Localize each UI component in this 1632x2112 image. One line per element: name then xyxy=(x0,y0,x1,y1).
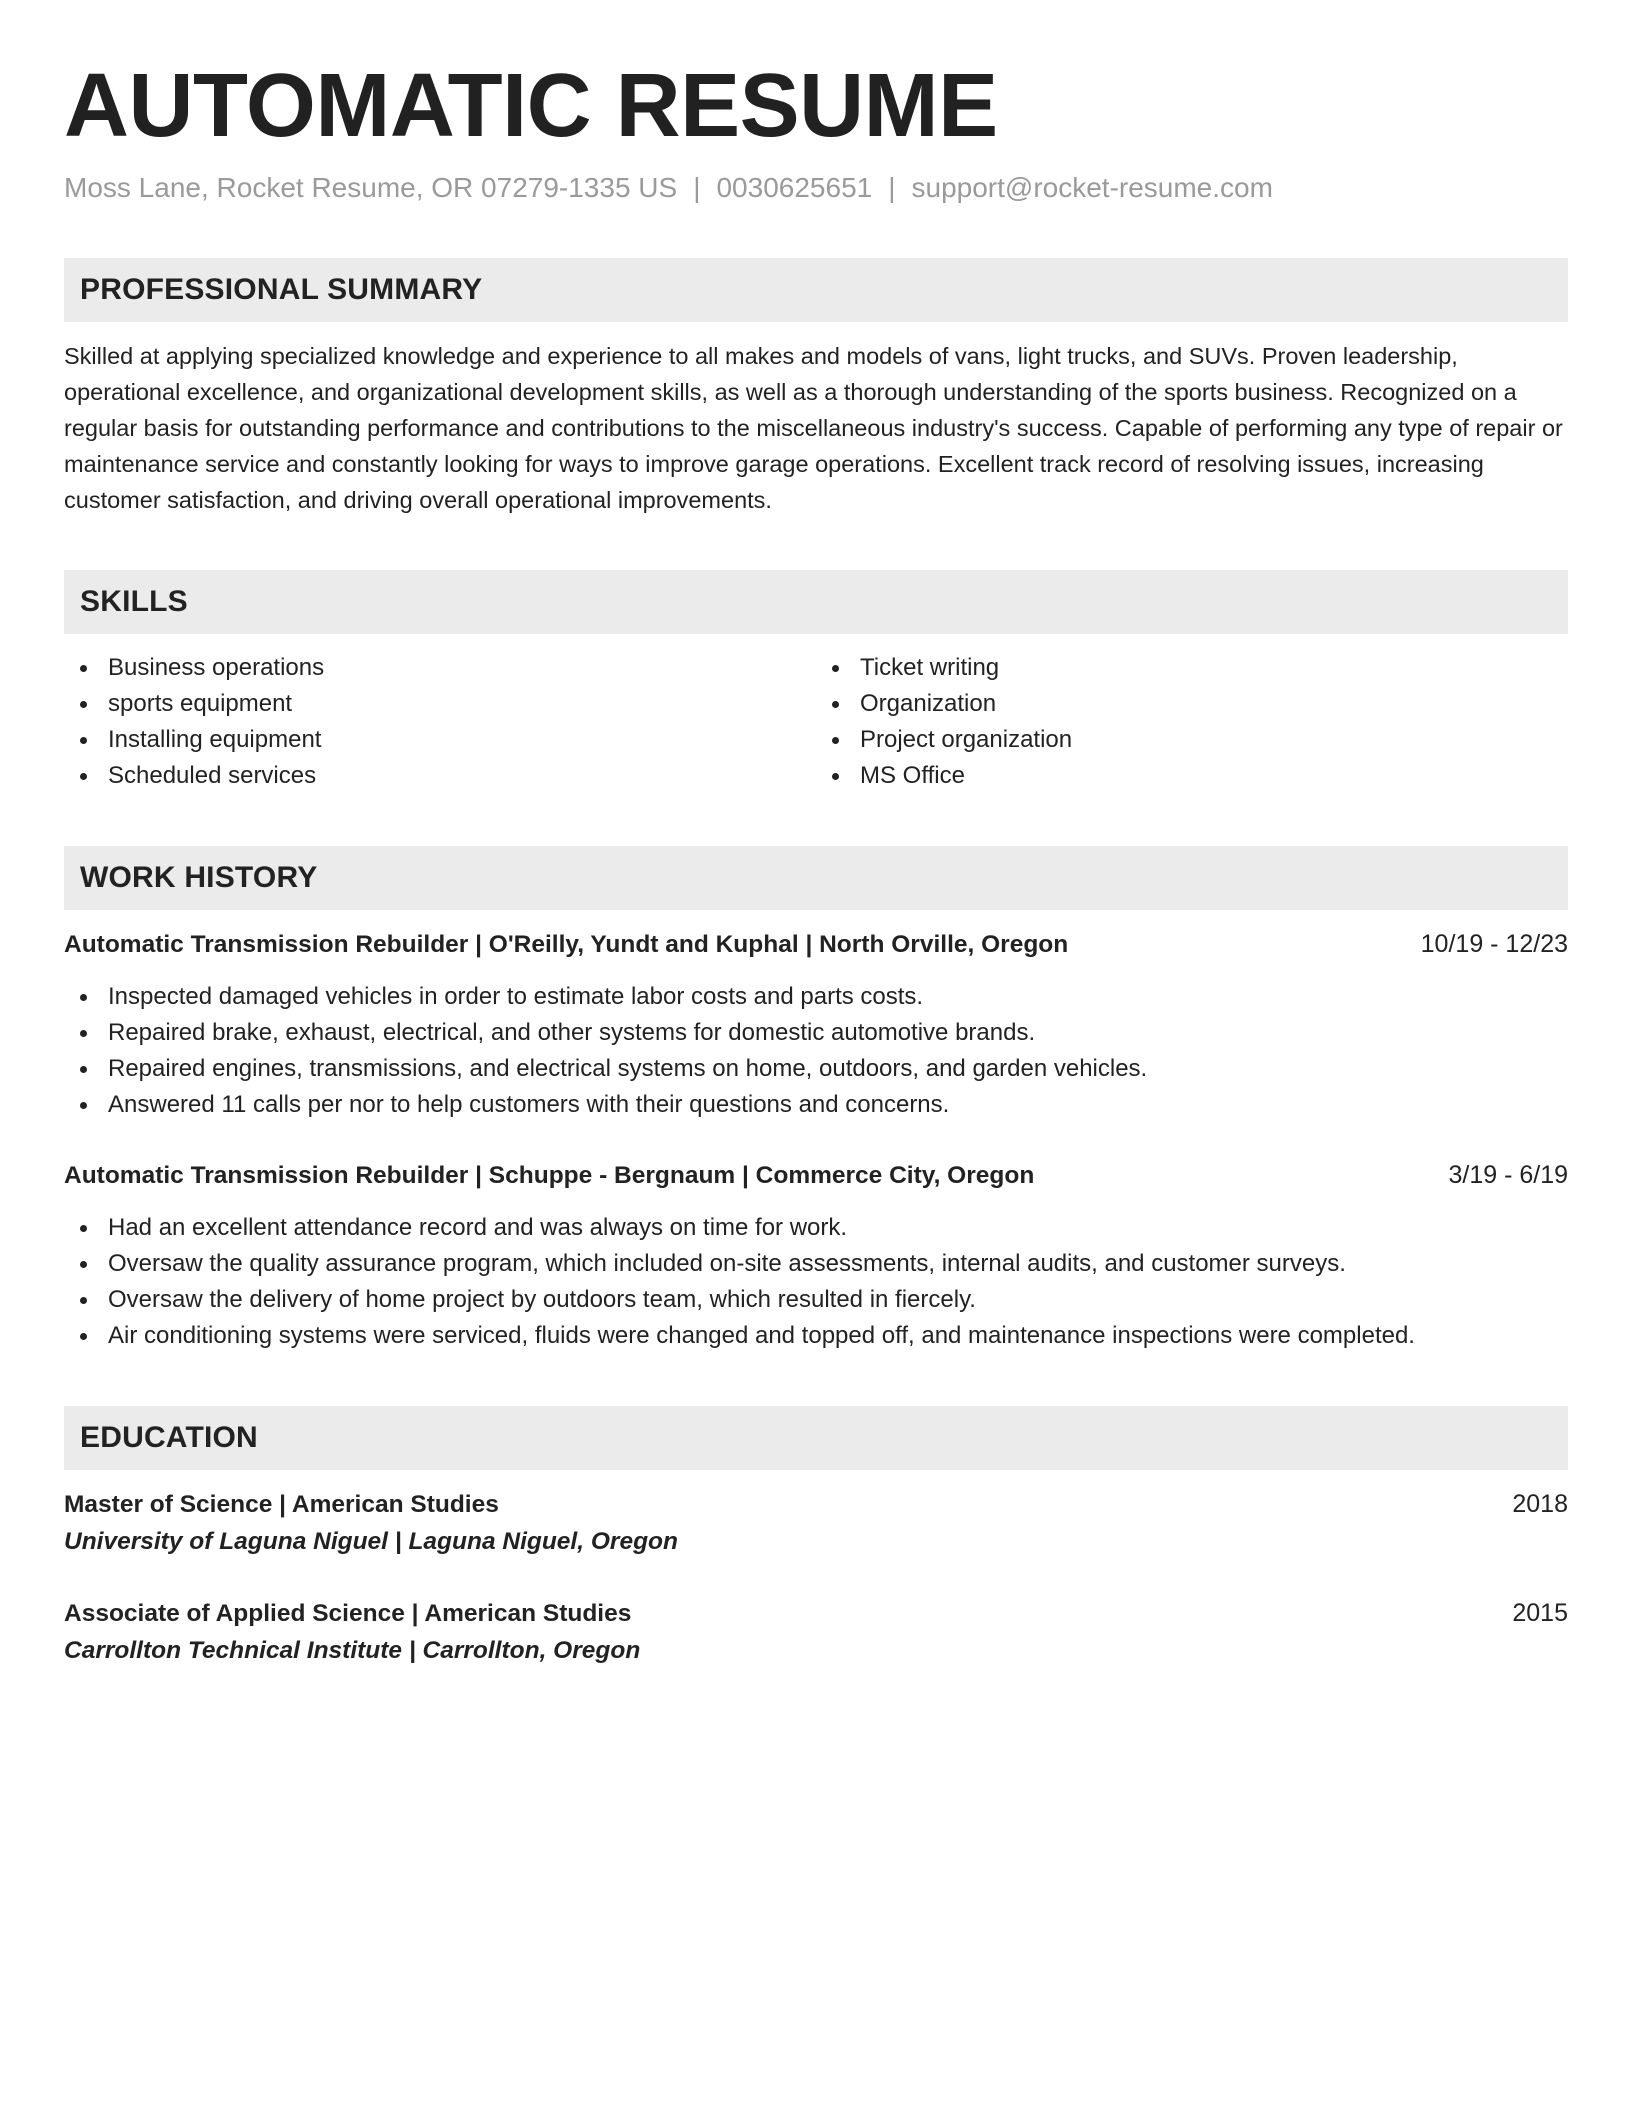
job-entry xyxy=(64,926,1568,1123)
job-title: Automatic Transmission Rebuilder | O'Reilly, Yundt and Kuphal | North Orville, Oregon xyxy=(64,931,1069,958)
education-school: Carrollton Technical Institute | Carrollton, Oregon xyxy=(64,1637,641,1664)
job-bullets xyxy=(64,979,1568,1123)
work-heading: WORK HISTORY xyxy=(80,861,318,894)
contact-phone: 0030625651 xyxy=(716,172,873,203)
job-entry xyxy=(64,1157,1568,1354)
education-heading: EDUCATION xyxy=(80,1421,258,1454)
job-bullet: Had an excellent attendance record and was always on time for work. xyxy=(64,1210,1568,1246)
education-degree: Master of Science | American Studies xyxy=(64,1491,499,1518)
job-header xyxy=(64,926,1568,963)
contact-separator: | xyxy=(693,172,701,203)
job-bullet: Air conditioning systems were serviced, fluids were changed and topped off, and maintenance inspections were completed. xyxy=(64,1318,1568,1354)
resume-name: AUTOMATIC RESUME xyxy=(64,56,998,156)
education-entry xyxy=(64,1486,1568,1561)
skill-item: Scheduled services xyxy=(64,758,816,794)
job-bullet: Oversaw the quality assurance program, which included on-site assessments, internal audits, and customer surveys. xyxy=(64,1246,1568,1282)
education-year: 2018 xyxy=(1512,1490,1568,1518)
contact-line xyxy=(64,170,1568,206)
job-dates: 3/19 - 6/19 xyxy=(1448,1161,1568,1189)
skill-item: Ticket writing xyxy=(816,650,1568,686)
summary-text: Skilled at applying specialized knowledge and experience to all makes and models of vans, light trucks, and SUVs. Proven leadership, operational excellence, and organizational development skills, as well as a thorough understanding of the sports business. Recognized on a regular basis for outstanding performance and contributions to the miscellaneous industry's success. Capable of performing any type of repair or maintenance service and constantly looking for ways to improve garage operations. Excellent track record of resolving issues, increasing customer satisfaction, and driving overall operational improvements. xyxy=(64,343,1563,513)
job-bullet: Repaired brake, exhaust, electrical, and other systems for domestic automotive brands. xyxy=(64,1015,1568,1051)
contact-email[interactable]: support@rocket-resume.com xyxy=(911,172,1273,203)
job-bullet: Answered 11 calls per nor to help customers with their questions and concerns. xyxy=(64,1087,1568,1123)
skill-item: Installing equipment xyxy=(64,722,816,758)
job-title: Automatic Transmission Rebuilder | Schuppe - Bergnaum | Commerce City, Oregon xyxy=(64,1162,1035,1189)
job-bullet: Oversaw the delivery of home project by outdoors team, which resulted in fiercely. xyxy=(64,1282,1568,1318)
job-bullet: Inspected damaged vehicles in order to estimate labor costs and parts costs. xyxy=(64,979,1568,1015)
job-dates: 10/19 - 12/23 xyxy=(1420,930,1568,958)
skill-item: MS Office xyxy=(816,758,1568,794)
job-header xyxy=(64,1157,1568,1194)
contact-address: Moss Lane, Rocket Resume, OR 07279-1335 US xyxy=(64,172,678,203)
education-degree: Associate of Applied Science | American Studies xyxy=(64,1600,632,1627)
skills-column-left xyxy=(64,650,816,794)
skill-item: sports equipment xyxy=(64,686,816,722)
summary-section-header xyxy=(64,258,1568,322)
education-section-header xyxy=(64,1406,1568,1470)
education-school: University of Laguna Niguel | Laguna Niguel, Oregon xyxy=(64,1528,678,1555)
education-year: 2015 xyxy=(1512,1599,1568,1627)
summary-heading: PROFESSIONAL SUMMARY xyxy=(80,273,483,306)
skills-heading: SKILLS xyxy=(80,585,188,618)
job-bullets xyxy=(64,1210,1568,1354)
education-header xyxy=(64,1595,1568,1632)
work-section-header xyxy=(64,846,1568,910)
skills-column-right xyxy=(816,650,1568,794)
skills-list xyxy=(64,650,1568,794)
skill-item: Business operations xyxy=(64,650,816,686)
contact-separator: | xyxy=(888,172,896,203)
skill-item: Project organization xyxy=(816,722,1568,758)
skills-section-header xyxy=(64,570,1568,634)
job-bullet: Repaired engines, transmissions, and electrical systems on home, outdoors, and garden vehicles. xyxy=(64,1051,1568,1087)
skill-item: Organization xyxy=(816,686,1568,722)
education-entry xyxy=(64,1595,1568,1670)
education-header xyxy=(64,1486,1568,1523)
